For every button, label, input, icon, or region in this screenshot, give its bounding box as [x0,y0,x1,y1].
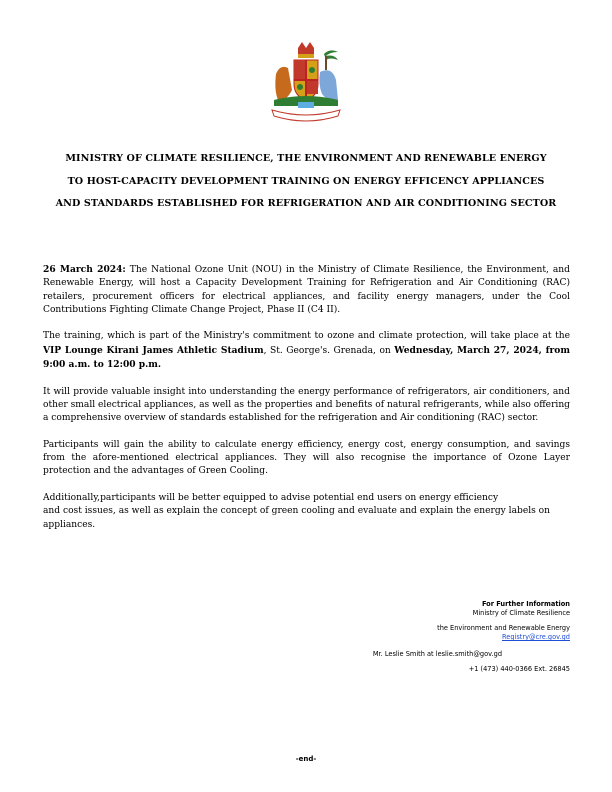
paragraph-participants: Participants will gain the ability to calculate energy efficiency, energy cost, energy consumption, and savings from the afore-mentioned electrical appliances. They will also recognise the importance of Ozone Layer protection and the advantages of Green Cooling. [43,439,570,477]
additionally-line-1: Additionally,participants will be better equipped to advise potential end users on energy efficiency [43,493,499,504]
paragraph-venue [43,330,570,372]
event-date-time: Wednesday, March 27, 2024, from 9:00 a.m. to 12:00 p.m. [43,344,570,371]
contact-heading: For Further Information [481,600,570,608]
contact-phone: +1 (473) 440-0366 Ext. 26845 [468,665,570,673]
contact-ministry-line-1: Ministry of Climate Resilience [472,609,570,617]
contact-person: Mr. Leslie Smith at leslie.smith@gov.gd [372,650,502,658]
venue-name: VIP Lounge Kirani James Athletic Stadium [43,344,264,356]
contact-email-link[interactable]: Registry@cre.gov.gd [501,633,570,641]
press-release-title [20,152,592,220]
title-line-1: MINISTRY OF CLIMATE RESILIENCE, THE ENVIRONMENT AND RENEWABLE ENERGY [65,153,547,164]
release-date: 26 March 2024: [43,264,126,275]
paragraph-additionally [43,492,570,532]
title-line-2: TO HOST-CAPACITY DEVELOPMENT TRAINING ON ENERGY EFFICENCY APPLIANCES [67,175,545,187]
title-line-3: AND STANDARDS ESTABLISHED FOR REFRIGERATION AND AIR CONDITIONING SECTOR [55,198,557,209]
additionally-rest: and cost issues, as well as explain the concept of green cooling and evaluate and explain the energy labels on appliances. [43,506,551,530]
end-marker: -end- [295,755,317,763]
press-release-body [43,263,570,545]
intro-text: The National Ozone Unit (NOU) in the Ministry of Climate Resilience, the Environment, and Renewable Energy, will host a Capacity Development Training for Refrigeration and Air Conditioning (RAC) retailers, procurement officers for electrical appliances, and facility energy managers, under the Cool Contributions Fighting Climate Change Project, Phase II (C4 II). [43,265,570,315]
paragraph-intro [43,263,570,317]
grenada-coat-of-arms [268,40,344,126]
contact-ministry-line-2: the Environment and Renewable Energy [437,624,570,632]
venue-text-b: , St. George's. Grenada, on [263,345,395,356]
venue-text-a: The training, which is part of the Ministry's commitment to ozone and climate protection, will take place at the [43,331,570,342]
contact-block [373,600,570,674]
paragraph-insight: It will provide valuable insight into understanding the energy performance of refrigerators, air conditioners, and other small electrical appliances, as well as the properties and benefits of natural refrigerants, while also offering a comprehensive overview of standards established for the refrigeration and Air conditioning (RAC) sector. [43,386,570,424]
